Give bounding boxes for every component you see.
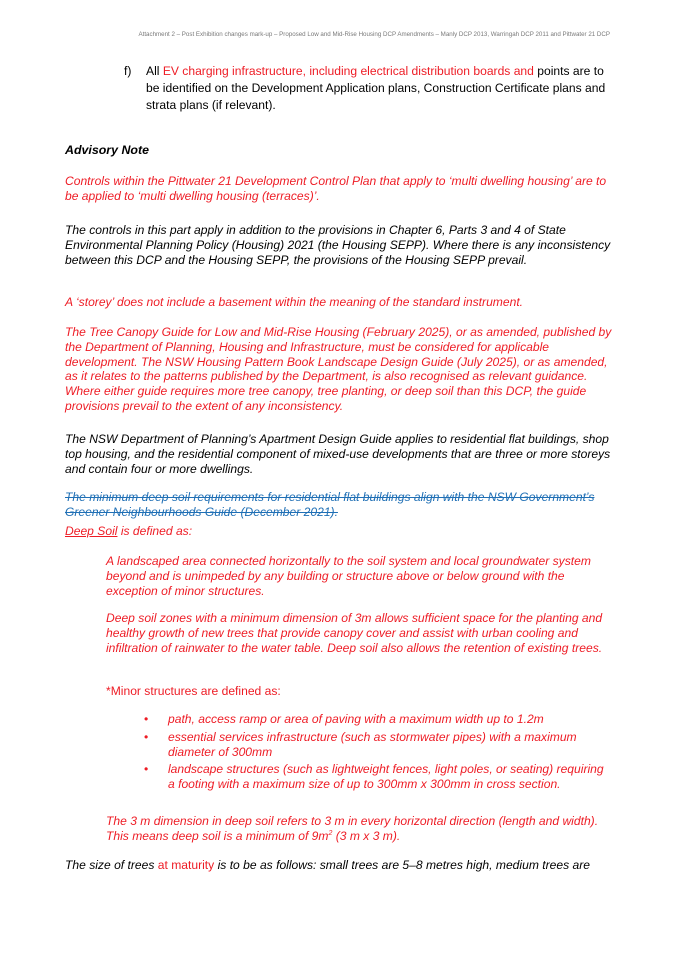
paragraph-landscaped-area: A landscaped area connected horizontally to the soil system and local groundwater system beyond and is unimpeded by any building or structure above or below ground with the exception of minor structures. [106, 554, 591, 598]
bullet-icon: • [144, 762, 149, 777]
paragraph-tree-canopy: The Tree Canopy Guide for Low and Mid-Rise Housing (February 2025), or as amended, published by the Department of Planning, Housing and Infrastructure, must be considered for applicable development. The NSW Housing Pattern Book Landscape Design Guide (July 2025), or as amended, as it relates to the patterns published by the Department, is also recognised as relevant guidance. Where either guide requires more tree canopy, tree planting, or deep soil than this DCP, the guide provisions prevail to the extent of any inconsistency. [65, 325, 612, 413]
deep-soil-term: Deep Soil [65, 524, 118, 538]
page-header: Attachment 2 – Post Exhibition changes mark-up – Proposed Low and Mid-Rise Housing DCP Amendments – Manly DCP 2013, Warringah DCP 2011 and Pittwater 21 DCP [138, 31, 610, 38]
paragraph-pittwater: Controls within the Pittwater 21 Development Control Plan that apply to ‘multi dwelling housing’ are to be applied to ‘multi dwelling housing (terraces)’. [65, 174, 607, 203]
list-item: • essential services infrastructure (such as stormwater pipes) with a maximum diameter of 300mm [144, 729, 577, 759]
list-item-label: f) [124, 64, 132, 78]
list-item-text: All EV charging infrastructure, including electrical distribution boards and points are to be identified on the Development Application plans, Construction Certificate plans and strata plans (if relevant). [146, 64, 606, 112]
bullet-icon: • [144, 729, 149, 744]
deep-soil-definition-intro: Deep Soil is defined as: [65, 524, 193, 538]
paragraph-tree-sizes: The size of trees at maturity is to be as follows: small trees are 5–8 metres high, medium trees are [65, 858, 590, 872]
inserted-text: at maturity [157, 858, 215, 872]
paragraph-apartment-design-guide: The NSW Department of Planning’s Apartment Design Guide applies to residential flat buildings, shop top housing, and the residential component of mixed-use developments that are three or more storeys and contain four or more dwellings. [65, 432, 611, 476]
deleted-paragraph: The minimum deep soil requirements for residential flat buildings align with the NSW Government’s Greener Neighbourhoods Guide (December 2021). [65, 490, 595, 519]
paragraph-storey: A ‘storey’ does not include a basement within the meaning of the standard instrument. [65, 295, 524, 309]
bullet-icon: • [144, 712, 149, 726]
paragraph-deep-soil-zones: Deep soil zones with a minimum dimension of 3m allows sufficient space for the planting and healthy growth of new trees that provide canopy cover and assist with urban cooling and infiltration of rainwater to the water table. Deep soil also allows the retention of existing trees. [106, 611, 603, 655]
paragraph-deep-soil-dimension: The 3 m dimension in deep soil refers to 3 m in every horizontal direction (length and width). This means deep soil is a minimum of $9m^2$ (3 m x 3 m). [106, 814, 599, 843]
advisory-note-heading: Advisory Note [65, 143, 149, 157]
inserted-text: EV charging infrastructure, including electrical distribution boards and [162, 64, 534, 78]
paragraph-controls: The controls in this part apply in addition to the provisions in Chapter 6, Parts 3 and 4 of State Environmental Planning Policy (Housing) 2021 (the Housing SEPP). Where there is any inconsistency between this DCP and the Housing SEPP, the provisions of the Housing SEPP prevail. [65, 223, 611, 267]
minor-structures-intro: *Minor structures are defined as: [106, 684, 281, 698]
list-item: • path, access ramp or area of paving with a maximum width up to 1.2m [144, 712, 544, 726]
minor-structures-list [140, 712, 610, 795]
list-item: • landscape structures (such as lightweight fences, light poles, or seating) requiring a footing with a maximum size of up to 300mm x 300mm in cross section. [144, 762, 604, 792]
